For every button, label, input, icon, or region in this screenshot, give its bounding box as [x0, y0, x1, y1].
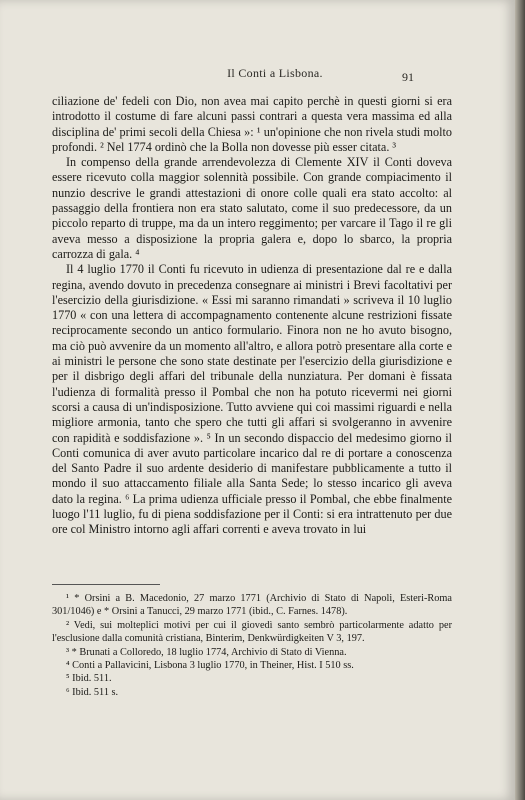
- footnotes: [52, 592, 452, 699]
- footnote: ⁵ Ibid. 511.: [66, 673, 112, 685]
- footnote-divider: [52, 584, 160, 585]
- paragraph: In compenso della grande arrendevolezza di Clemente XIV il Conti doveva essere ricevuto colla maggior solennità possibile. Con grande compiacimento il nunzio descrive le grandi attestazioni di onore colle quali era stato accolto: al passaggio della frontiera non era stato salutato, come il suo predecessore, da un piccolo reparto di truppe, ma da un intero reggimento; per varcare il Tago il re gli aveva messo a disposizione la propria galera e, dopo lo sbarco, la propria carrozza di gala. ⁴: [52, 155, 452, 261]
- main-text: [52, 94, 452, 538]
- page-edge-shadow: [515, 0, 525, 800]
- paragraph: ciliazione de' fedeli con Dio, non avea mai capito perchè in questi giorni si era introdotto il costume di fare alcuni passi contrari a questa vera massima ed alla disciplina de' primi secoli della Chiesa »: ¹ un'opinione che non rivela studi molto profondi. ² Nel 1774 ordinò che la Bolla non dovesse più esser citata. ³: [52, 94, 452, 154]
- footnote: ⁴ Conti a Pallavicini, Lisbona 3 luglio 1770, in Theiner, Hist. I 510 ss.: [66, 660, 354, 672]
- page-number: 91: [402, 70, 414, 84]
- paragraph: Il 4 luglio 1770 il Conti fu ricevuto in udienza di presentazione dal re e dalla regina, avendo dovuto in precedenza consegnare ai ministri i Brevi facoltativi per l'esercizio della giurisdizione. « Essi mi saranno rimandati » scriveva il 10 luglio 1770 « con una lettera di accompagnamento contenente alcune restrizioni fissate reciprocamente secondo un antico formulario. Finora non ne ho avuto bisogno, ma ciò può avvenire da un momento all'altro, e allora potrò presentare alla corte e ai ministri le persone che sono state destinate per l'esercizio della giurisdizione e per il disbrigo degli affari del tribunale della nunziatura. Per domani è fissata l'udienza di formalità presso il Pombal che non ha potuto ricevermi nei giorni scorsi a causa di un'indisposizione. Tutto avviene qui coi massimi riguardi e nella migliore armonia, tanto che spero che tutti gli affari si svolgeranno in avvenire con rapidità e soddisfazione ». ⁵ In un secondo dispaccio del medesimo giorno il Conti comunica di aver avuto particolare incarico dal re di portare a conoscenza del Santo Padre il suo ardente desiderio di manifestare pubblicamente a tutto il mondo il suo attaccamento filiale alla Santa Sede; lo stesso incarico gli aveva dato la regina. ⁶ La prima udienza ufficiale presso il Pombal, che ebbe finalmente luogo l'11 luglio, fu di piena soddisfazione per il Conti: si era intrattenuto per due ore col Ministro intorno agli affari correnti e aveva trovato in lui: [52, 262, 452, 537]
- footnote: ³ * Brunati a Colloredo, 18 luglio 1774, Archivio di Stato di Vienna.: [66, 646, 347, 658]
- footnote: ² Vedi, sui molteplici motivi per cui il giovedì santo sembrò particolarmente adatto per l'esclusione dalla comunità cristiana, Binterim, Denkwürdigkeiten V 3, 197.: [52, 619, 452, 645]
- footnote: ⁶ Ibid. 511 s.: [66, 686, 119, 698]
- footnote: ¹ * Orsini a B. Macedonio, 27 marzo 1771 (Archivio di Stato di Napoli, Esteri-Roma 301/1046) e * Orsini a Tanucci, 29 marzo 1771 (ibid., C. Farnes. 1478).: [52, 593, 452, 618]
- running-title: Il Conti a Lisbona.: [227, 66, 323, 80]
